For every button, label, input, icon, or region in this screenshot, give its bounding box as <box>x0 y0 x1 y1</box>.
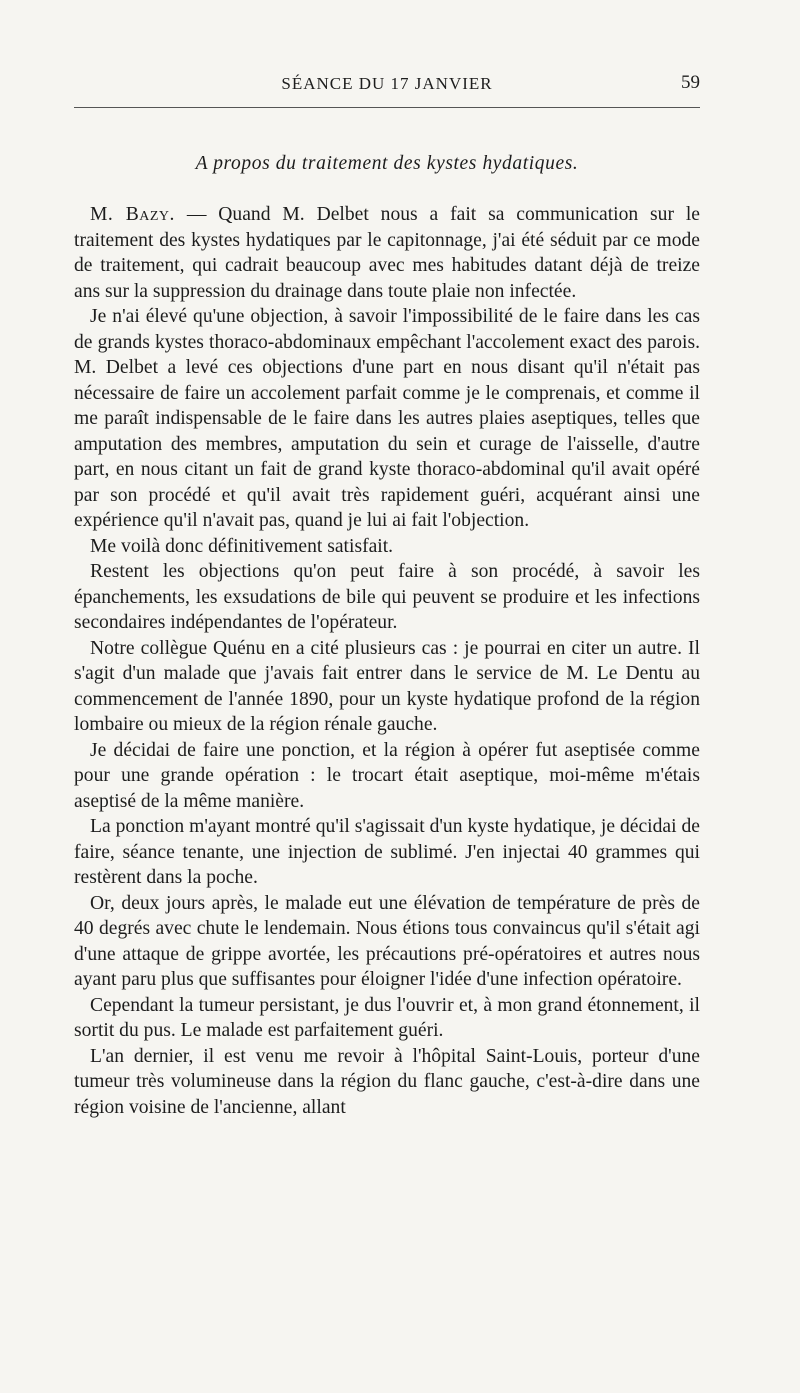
paragraph: Notre collègue Quénu en a cité plusieurs cas : je pourrai en citer un autre. Il s'agit d'un malade que j'avais fait entrer dans le service de M. Le Dentu au commencement de l'année 1890, pour un kyste hydatique profond de la région lombaire ou mieux de la région rénale gauche. <box>74 637 700 735</box>
paragraph: Or, deux jours après, le malade eut une élévation de température de près de 40 degrés avec chute le lendemain. Nous étions tous convaincus qu'il s'était agi d'une attaque de grippe avortée, les précautions pré-opératoires et autres nous ayant paru plus que suffisantes pour éloigner l'idée d'une infection opératoire. <box>74 892 700 990</box>
paragraph: Me voilà donc définitivement satisfait. <box>90 535 394 557</box>
section-title: A propos du traitement des kystes hydatiques. <box>195 153 579 174</box>
paragraph-text: — Quand M. Delbet nous a fait sa communication sur le traitement des kystes hydatiques par le capitonnage, j'ai été séduit par ce mode de traitement, qui cadrait beaucoup avec mes habitudes datant déjà de treize ans sur la suppression du drainage dans toute plaie non infectée. <box>74 204 700 302</box>
paragraph: Je décidai de faire une ponction, et la région à opérer fut aseptisée comme pour une grande opération : le trocart était aseptique, moi-même m'étais aseptisé de la même manière. <box>74 739 700 812</box>
page-number: 59 <box>681 72 700 93</box>
paragraph: La ponction m'ayant montré qu'il s'agissait d'un kyste hydatique, je décidai de faire, séance tenante, une injection de sublimé. J'en injectai 40 grammes qui restèrent dans la poche. <box>74 816 700 888</box>
page-header <box>74 70 700 102</box>
paragraph: Cependant la tumeur persistant, je dus l'ouvrir et, à mon grand étonnement, il sortit du pus. Le malade est parfaitement guéri. <box>74 994 700 1041</box>
paragraph: L'an dernier, il est venu me revoir à l'hôpital Saint-Louis, porteur d'une tumeur très volumineuse dans la région du flanc gauche, c'est-à-dire dans une région voisine de l'ancienne, allant <box>74 1045 700 1118</box>
running-head: SÉANCE DU 17 JANVIER <box>281 74 493 93</box>
paragraph <box>74 202 700 304</box>
body-text <box>74 202 700 1120</box>
paragraph: Restent les objections qu'on peut faire à son procédé, à savoir les épanchements, les exsudations de bile qui peuvent se produire et les infections secondaires indépendantes de l'opérateur. <box>74 561 700 633</box>
paragraph: Je n'ai élevé qu'une objection, à savoir l'impossibilité de le faire dans les cas de grands kystes thoraco-abdominaux empêchant l'accolement exact des parois. M. Delbet a levé ces objections d'une part en nous disant qu'il n'était pas nécessaire de faire un accolement parfait comme je le comprenais, et comme il me paraît indispensable de le faire dans les autres plaies aseptiques, telles que amputation des membres, amputation du sein et curage de l'aisselle, d'autre part, en nous citant un fait de grand kyste thoraco-abdominal qu'il avait opéré par son procédé et qu'il avait très rapidement guéri, acquérant ainsi une expérience qu'il n'avait pas, quand je lui ai fait l'objection. <box>74 306 700 531</box>
header-rule <box>74 107 700 108</box>
speaker-name: M. Bazy. <box>90 204 175 225</box>
